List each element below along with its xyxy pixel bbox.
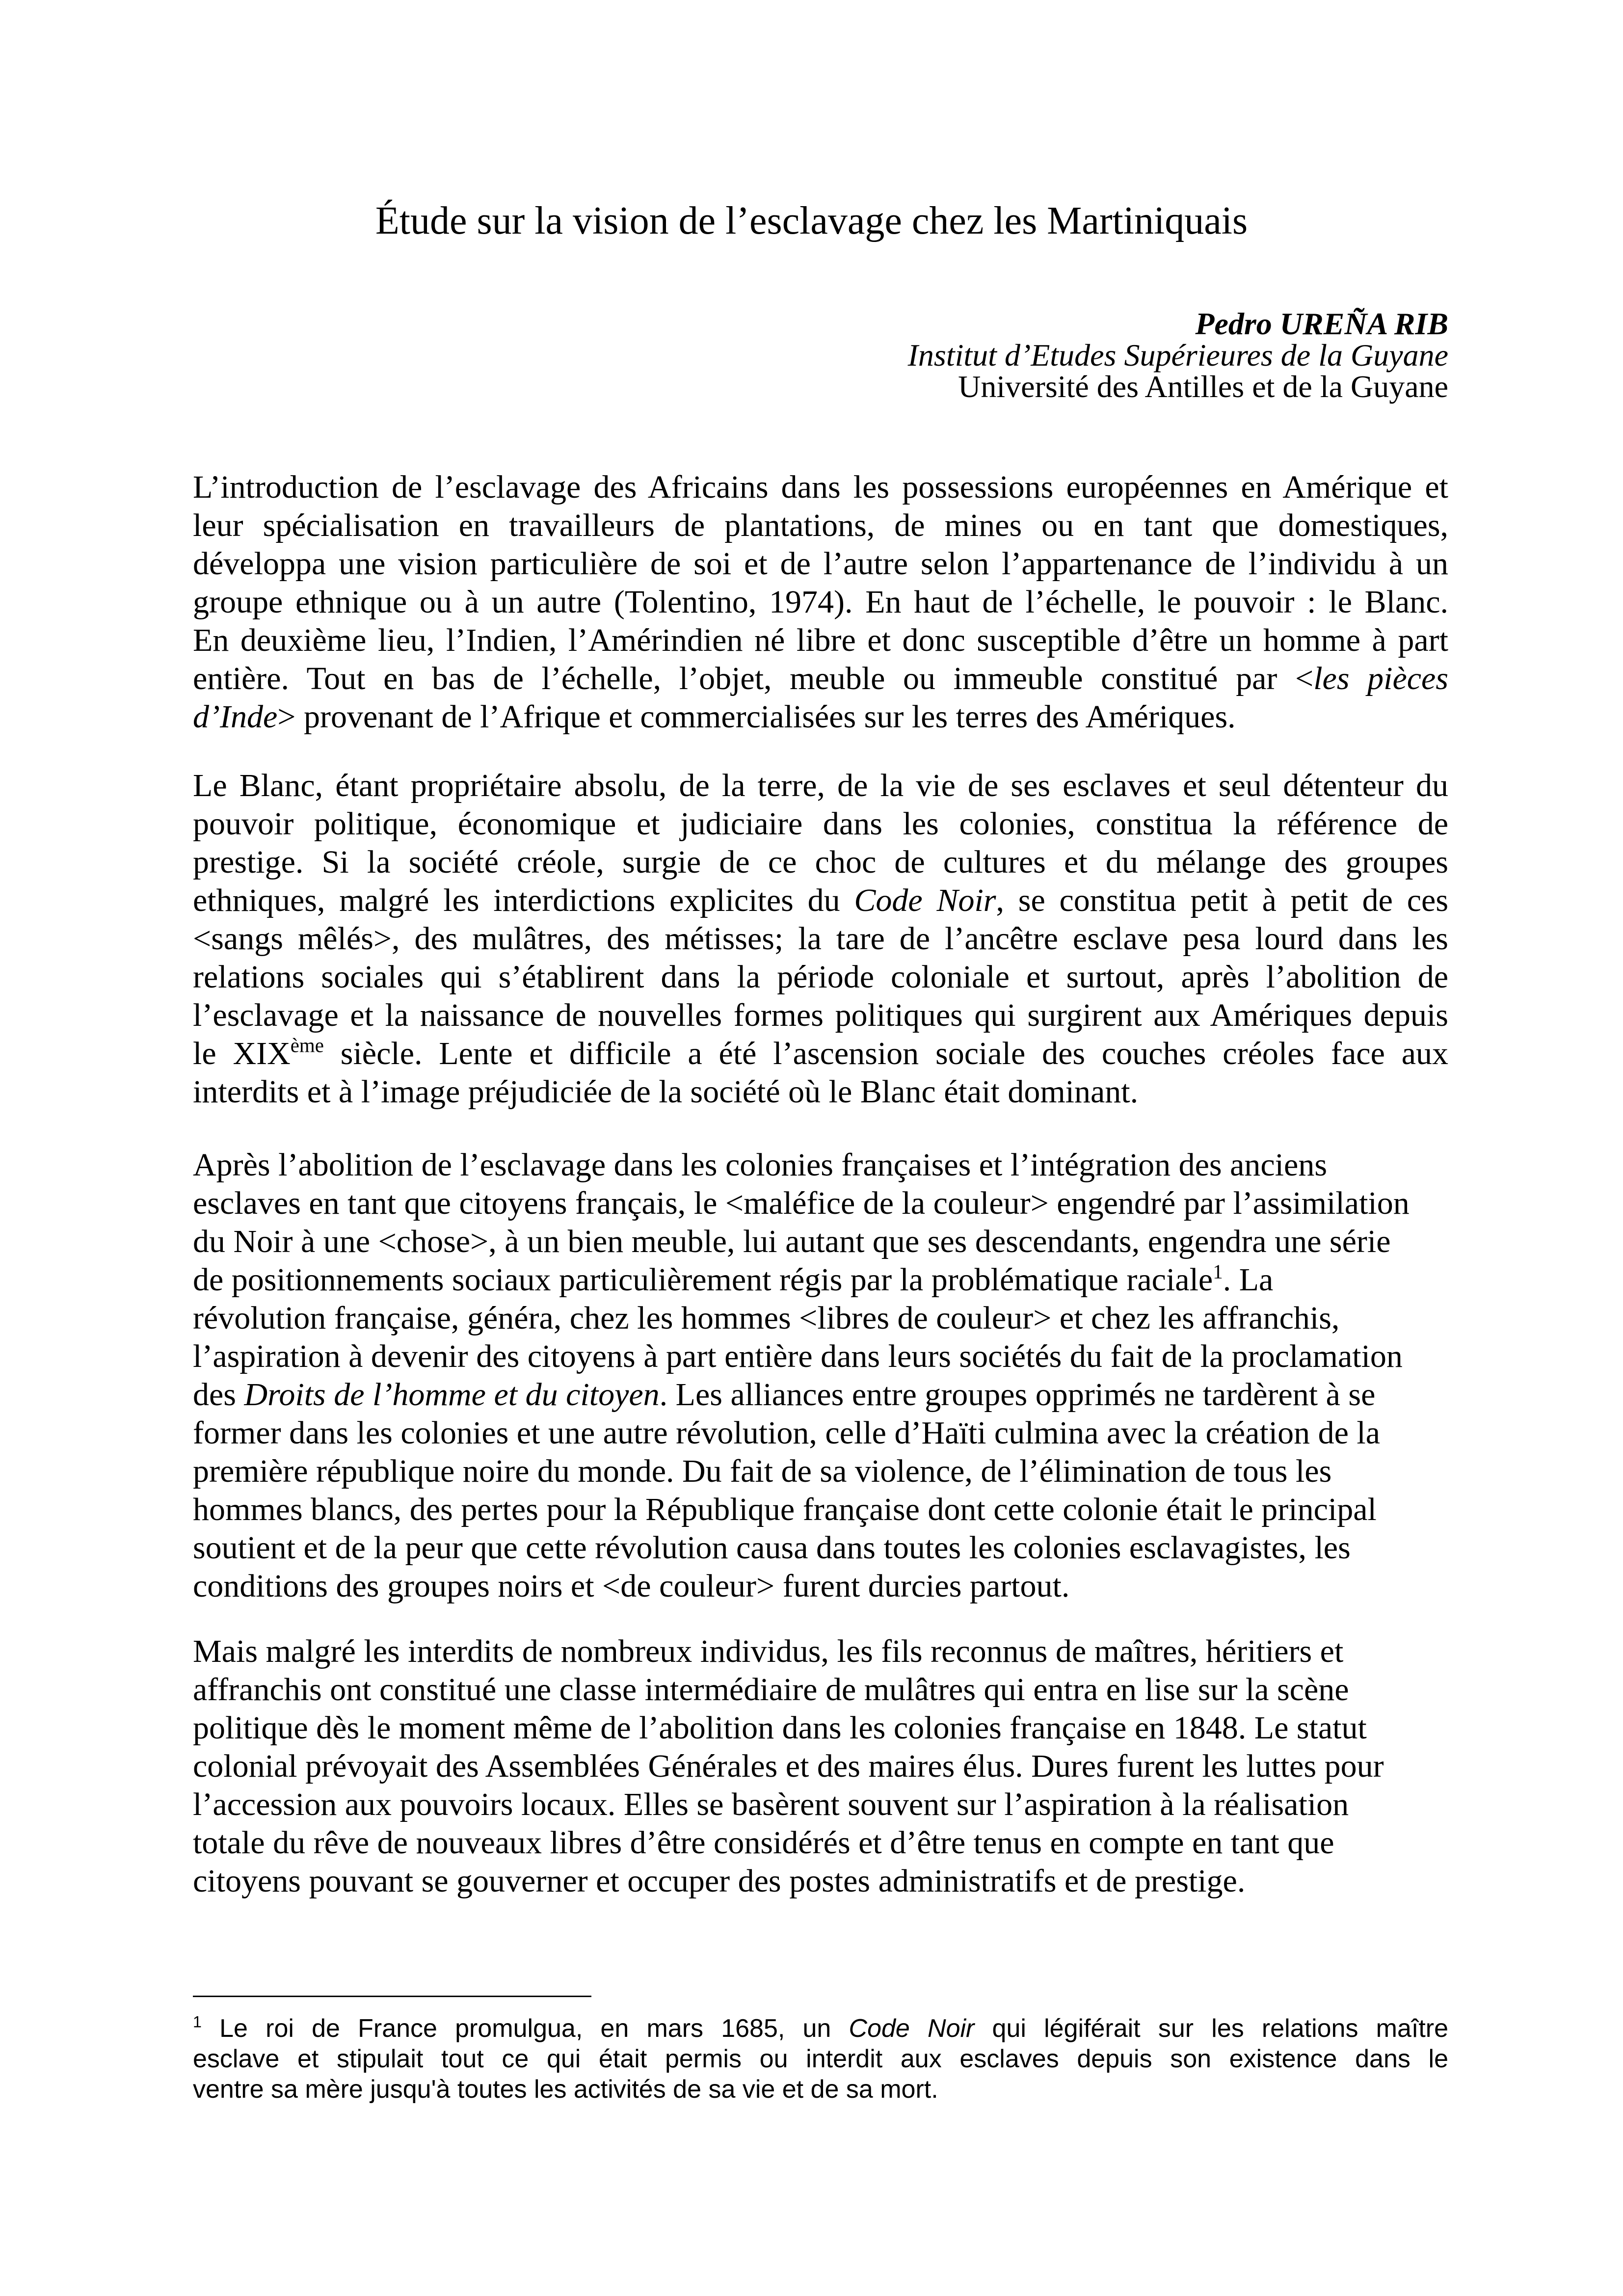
text-segment: ventre sa mère jusqu'à toutes les activités de sa vie et de sa mort. [193,2075,938,2104]
text-line [193,1376,1448,1414]
text-segment: . Les alliances entre groupes opprimés ne tardèrent à se [659,1377,1376,1413]
text-line [193,698,1448,736]
text-line [193,545,1448,583]
text-line [193,958,1448,996]
text-line [193,1632,1448,1671]
text-segment: hommes blancs, des pertes pour la République française dont cette colonie était le principal [193,1492,1377,1527]
text-segment: prestige. Si la société créole, surgie de ce choc de cultures et du mélange des groupes [193,844,1448,880]
text-segment: colonial prévoyait des Assemblées Générales et des maires élus. Dures furent les luttes pour [193,1748,1384,1784]
text-segment: le XIX [193,1036,291,1071]
text-line [193,1824,1448,1862]
text-line [193,881,1448,920]
italic-text: Code Noir [854,882,996,918]
text-segment: pouvoir politique, économique et judiciaire dans les colonies, constitua la référence de [193,806,1448,842]
text-segment: > provenant de l’Afrique et commercialisées sur les terres des Amériques. [277,699,1236,735]
text-line [193,2013,1448,2044]
text-line [193,1747,1448,1786]
text-segment: ethniques, malgré les interdictions explicites du [193,882,854,918]
text-line [193,805,1448,843]
text-segment: des [193,1377,244,1413]
text-segment: l’aspiration à devenir des citoyens à part entière dans leurs sociétés du fait de la proclamation [193,1338,1403,1374]
italic-text: d’Inde [193,699,278,735]
text-segment: l’esclavage et la naissance de nouvelles formes politiques qui surgirent aux Amériques depuis [193,997,1448,1033]
text-line [193,1567,1448,1605]
text-line [193,1146,1448,1184]
text-line [193,843,1448,881]
text-line [193,1709,1448,1747]
text-segment: interdits et à l’image préjudiciée de la société où le Blanc était dominant. [193,1074,1139,1110]
author-university: Université des Antilles et de la Guyane [958,369,1448,404]
text-line [193,583,1448,621]
text-line [193,1035,1448,1073]
text-line [193,1786,1448,1824]
text-segment: L’introduction de l’esclavage des Africains dans les possessions européennes en Amérique et [193,469,1448,505]
text-line [193,1491,1448,1529]
text-segment: leur spécialisation en travailleurs de plantations, de mines ou en tant que domestiques, [193,507,1448,543]
text-segment: former dans les colonies et une autre révolution, celle d’Haïti culmina avec la création de la [193,1415,1380,1451]
text-line [193,1073,1448,1111]
text-segment: Le roi de France promulgua, en mars 1685, un [201,2014,849,2043]
text-segment: citoyens pouvant se gouverner et occuper des postes administratifs et de prestige. [193,1863,1246,1899]
text-line [193,1452,1448,1491]
text-line [193,920,1448,958]
paragraph-2 [193,767,1448,1111]
text-segment: révolution française, généra, chez les hommes <libres de couleur> et chez les affranchis, [193,1300,1340,1336]
text-segment: du Noir à une <chose>, à un bien meuble, lui autant que ses descendants, engendra une série [193,1224,1391,1259]
text-line [193,1261,1448,1299]
superscript: ème [290,1034,324,1057]
text-segment: groupe ethnique ou à un autre (Tolentino, 1974). En haut de l’échelle, le pouvoir : le Blanc. [193,584,1448,620]
document-title: Étude sur la vision de l’esclavage chez les Martiniquais [375,199,1248,242]
text-segment: première république noire du monde. Du fait de sa violence, de l’élimination de tous les [193,1453,1332,1489]
text-segment: affranchis ont constitué une classe intermédiaire de mulâtres qui entra en lise sur la scène [193,1672,1349,1708]
text-line [193,1414,1448,1452]
text-segment: Mais malgré les interdits de nombreux individus, les fils reconnus de maîtres, héritiers et [193,1633,1344,1669]
text-line [193,996,1448,1035]
text-line [193,1299,1448,1337]
superscript: 1 [193,2013,202,2031]
footnote-separator [193,1996,591,1997]
text-segment: En deuxième lieu, l’Indien, l’Amérindien né libre et donc susceptible d’être un homme à part [193,622,1448,658]
text-line [193,1337,1448,1376]
text-line [193,1671,1448,1709]
text-segment: développa une vision particulière de soi et de l’autre selon l’appartenance de l’individu à un [193,546,1448,582]
paragraph-3 [193,1146,1448,1605]
text-line [193,2074,1448,2105]
text-line [193,660,1448,698]
text-line [193,1862,1448,1900]
superscript: 1 [1213,1260,1223,1283]
text-segment: entière. Tout en bas de l’échelle, l’objet, meuble ou immeuble constitué par < [193,661,1314,696]
text-segment: <sangs mêlés>, des mulâtres, des métisses; la tare de l’ancêtre esclave pesa lourd dans les [193,921,1448,957]
text-segment: esclaves en tant que citoyens français, le <maléfice de la couleur> engendré par l’assimilation [193,1185,1410,1221]
text-segment: Le Blanc, étant propriétaire absolu, de la terre, de la vie de ses esclaves et seul détenteur du [193,768,1448,803]
author-block [908,308,1448,402]
paragraph-4 [193,1632,1448,1900]
text-segment: , se constitua petit à petit de ces [996,882,1449,918]
text-segment: relations sociales qui s’établirent dans la période coloniale et surtout, après l’abolition de [193,959,1448,995]
text-line [193,767,1448,805]
text-segment: qui légiférait sur les relations maître [974,2014,1449,2043]
author-institute: Institut d’Etudes Supérieures de la Guyane [907,338,1448,373]
text-segment: de positionnements sociaux particulièrement régis par la problématique raciale [193,1262,1213,1298]
text-line [193,468,1448,507]
text-segment: soutient et de la peur que cette révolution causa dans toutes les colonies esclavagistes, les [193,1530,1351,1566]
text-segment: Après l’abolition de l’esclavage dans les colonies françaises et l’intégration des anciens [193,1147,1327,1183]
text-segment: esclave et stipulait tout ce qui était permis ou interdit aux esclaves depuis son existence dans le [193,2045,1448,2073]
text-segment: totale du rêve de nouveaux libres d’être considérés et d’être tenus en compte en tant que [193,1825,1334,1861]
author-name: Pedro UREÑA RIB [1195,306,1448,341]
paragraph-1 [193,468,1448,736]
footnote [193,2013,1448,2105]
italic-text: Droits de l’homme et du citoyen [244,1377,660,1413]
italic-text: Code Noir [849,2014,975,2043]
text-segment: conditions des groupes noirs et <de couleur> furent durcies partout. [193,1568,1070,1604]
text-line [193,2044,1448,2074]
text-line [193,621,1448,660]
text-segment: . La [1223,1262,1274,1298]
text-segment: l’accession aux pouvoirs locaux. Elles se basèrent souvent sur l’aspiration à la réalisation [193,1787,1349,1822]
text-line [193,507,1448,545]
text-line [193,1184,1448,1223]
text-segment: politique dès le moment même de l’abolition dans les colonies française en 1848. Le statut [193,1710,1367,1746]
text-line [193,1223,1448,1261]
text-line [193,1529,1448,1567]
text-segment: siècle. Lente et difficile a été l’ascension sociale des couches créoles face aux [323,1036,1449,1071]
italic-text: les pièces [1313,661,1449,696]
